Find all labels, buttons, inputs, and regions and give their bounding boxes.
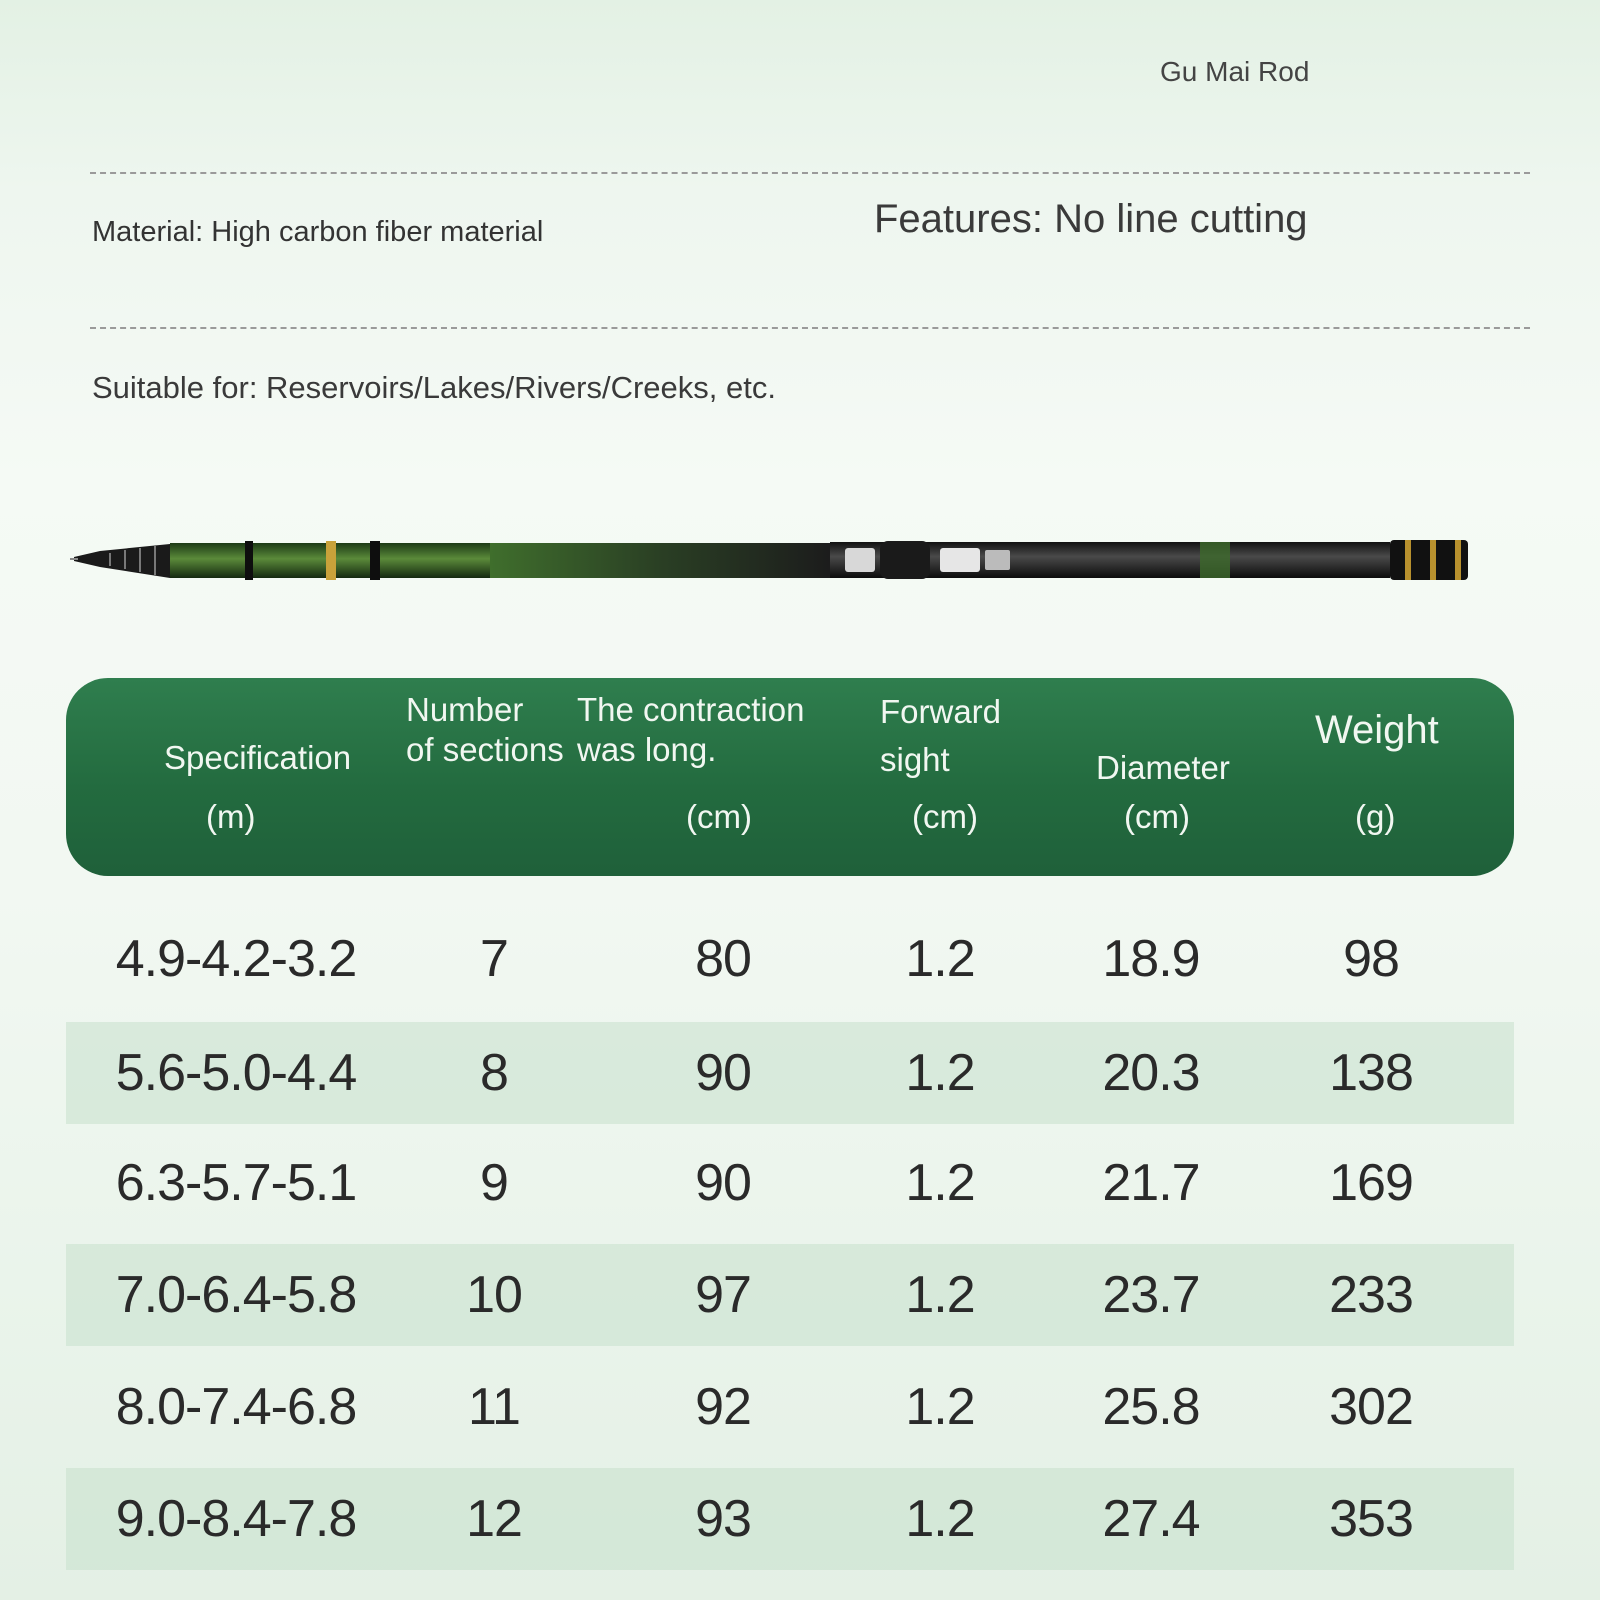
- contraction-cell: 90: [695, 1154, 751, 1212]
- sections-cell: 10: [466, 1266, 522, 1324]
- header-weight-unit: (g): [1355, 798, 1396, 835]
- header-sections-line1: Number: [406, 691, 524, 728]
- weight-cell: 138: [1329, 1044, 1413, 1102]
- weight-cell: 302: [1329, 1378, 1413, 1436]
- spec-cell: 8.0-7.4-6.8: [115, 1378, 357, 1436]
- header-forward-line1: Forward: [880, 693, 1002, 730]
- contraction-cell: 92: [695, 1378, 751, 1436]
- table-row: [66, 1022, 1514, 1124]
- sections-cell: 12: [466, 1490, 522, 1548]
- header-diameter-unit: (cm): [1124, 798, 1190, 835]
- header-contraction-line1: The contraction: [577, 691, 805, 728]
- header-specification-unit: (m): [206, 798, 256, 835]
- weight-cell: 169: [1329, 1154, 1413, 1212]
- weight-cell: 233: [1329, 1266, 1413, 1324]
- spec-cell: 7.0-6.4-5.8: [115, 1266, 357, 1324]
- header-diameter: Diameter: [1096, 749, 1230, 786]
- diameter-cell: 18.9: [1102, 930, 1200, 988]
- contraction-cell: 97: [695, 1266, 751, 1324]
- contraction-cell: 93: [695, 1490, 751, 1548]
- header-sections-line2: of sections: [406, 731, 564, 768]
- forward-sight-cell: 1.2: [905, 1266, 975, 1324]
- top-divider: [90, 172, 1530, 174]
- weight-cell: 98: [1343, 930, 1399, 988]
- forward-sight-cell: 1.2: [905, 1154, 975, 1212]
- forward-sight-cell: 1.2: [905, 1378, 975, 1436]
- weight-cell: 353: [1329, 1490, 1413, 1548]
- sections-cell: 9: [480, 1154, 508, 1212]
- forward-sight-cell: 1.2: [905, 1044, 975, 1102]
- spec-cell: 9.0-8.4-7.8: [115, 1490, 357, 1548]
- header-weight: Weight: [1315, 708, 1439, 752]
- header-specification: Specification: [164, 739, 352, 776]
- fishing-rod-image: [70, 540, 1510, 610]
- header-forward-unit: (cm): [912, 798, 978, 835]
- forward-sight-cell: 1.2: [905, 1490, 975, 1548]
- contraction-cell: 80: [695, 930, 751, 988]
- diameter-cell: 23.7: [1102, 1266, 1200, 1324]
- header-contraction-line2: was long.: [577, 731, 717, 768]
- sections-cell: 7: [480, 930, 508, 988]
- table-row: [66, 1468, 1514, 1570]
- table-row: [66, 908, 1514, 1010]
- table-row: [66, 1132, 1514, 1234]
- table-row: [66, 1244, 1514, 1346]
- sections-cell: 8: [480, 1044, 508, 1102]
- spec-cell: 4.9-4.2-3.2: [115, 930, 357, 988]
- diameter-cell: 21.7: [1102, 1154, 1200, 1212]
- spec-cell: 6.3-5.7-5.1: [115, 1154, 357, 1212]
- sections-cell: 11: [468, 1378, 520, 1436]
- diameter-cell: 27.4: [1102, 1490, 1200, 1548]
- diameter-cell: 20.3: [1102, 1044, 1200, 1102]
- table-row: [66, 1356, 1514, 1458]
- contraction-cell: 90: [695, 1044, 751, 1102]
- spec-cell: 5.6-5.0-4.4: [115, 1044, 357, 1102]
- header-contraction-unit: (cm): [686, 798, 752, 835]
- features-text: Features: No line cutting: [874, 197, 1308, 241]
- middle-divider: [90, 327, 1530, 329]
- forward-sight-cell: 1.2: [905, 930, 975, 988]
- brand-name: Gu Mai Rod: [1160, 56, 1310, 87]
- diameter-cell: 25.8: [1102, 1378, 1200, 1436]
- material-text: Material: High carbon fiber material: [92, 216, 544, 248]
- suitable-for-text: Suitable for: Reservoirs/Lakes/Rivers/Creeks, etc.: [92, 370, 776, 405]
- header-forward-line2: sight: [880, 741, 950, 778]
